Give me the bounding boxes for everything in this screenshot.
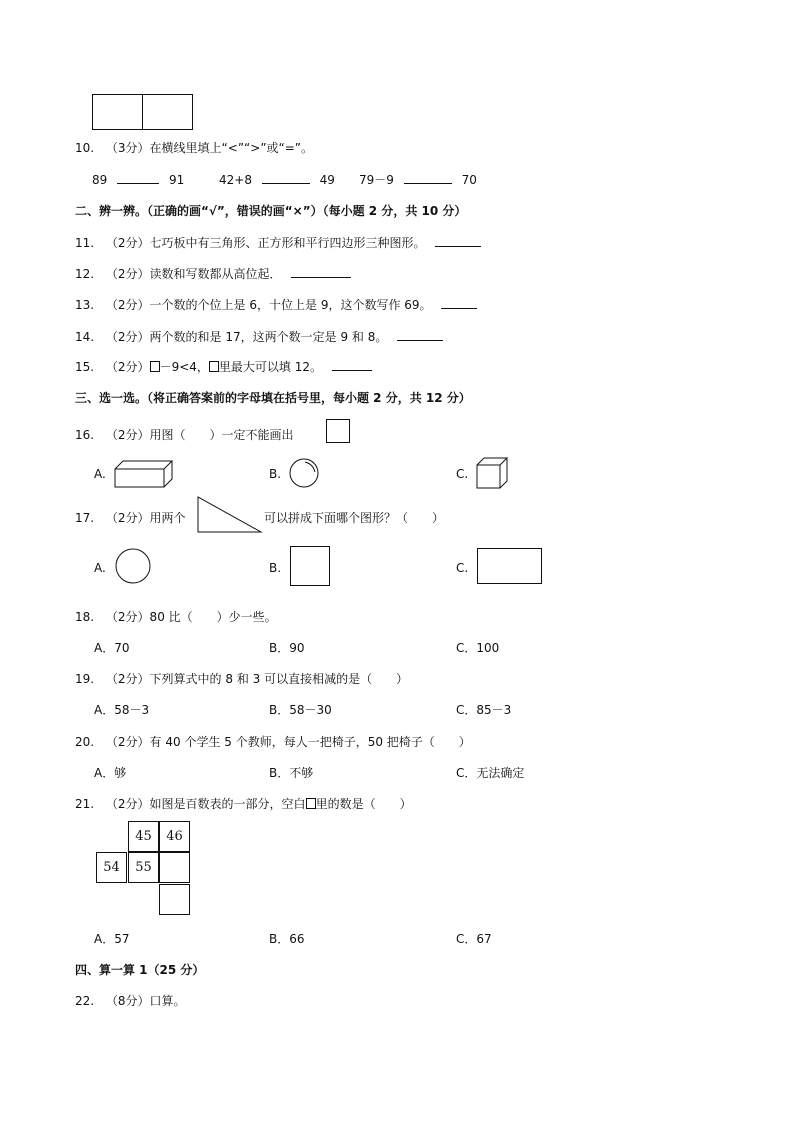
q16-option-c-label[interactable]: C. (456, 467, 469, 481)
q19-option-c[interactable]: C．85－3 (456, 703, 512, 717)
q10-items (359, 171, 477, 188)
empty-square-icon (209, 361, 219, 372)
q13-number: 13. (75, 298, 95, 312)
q12-answer-blank[interactable] (291, 265, 351, 278)
q22-line (75, 992, 186, 1009)
rectangle-icon (477, 548, 542, 584)
q14-answer-blank[interactable] (397, 328, 443, 341)
q10-blank[interactable] (404, 171, 452, 184)
circle-icon (115, 548, 153, 586)
empty-square-icon (150, 361, 160, 372)
q10-text: （3分）在横线里填上“<”“>”或“=”。 (105, 141, 314, 155)
q10-blank[interactable] (262, 171, 310, 184)
q10-item-left: 79－9 (359, 173, 394, 187)
q14-number: 14. (75, 330, 95, 344)
q10-item-right: 91 (168, 173, 185, 187)
hundred-chart-target-cell (159, 884, 190, 915)
q17-option-a-label[interactable]: A. (94, 561, 106, 575)
q17-text-pre: （2分）用两个 (105, 511, 186, 525)
q18-number: 18. (75, 610, 95, 624)
q17-option-b-label[interactable]: B. (269, 561, 282, 575)
q14-text: （2分）两个数的和是 17，这两个数一定是 9 和 8。 (105, 330, 388, 344)
q21-line (75, 795, 412, 812)
q21-option-c[interactable]: C．67 (456, 932, 492, 946)
q11-text: （2分）七巧板中有三角形、正方形和平行四边形三种图形。 (105, 236, 426, 250)
right-triangle-icon (197, 496, 263, 534)
q10-item-left: 42+8 (219, 173, 252, 187)
q10-items (92, 171, 184, 187)
q21-number: 21. (75, 797, 95, 811)
q21-text-pre: （2分）如图是百数表的一部分，空白 (105, 797, 306, 811)
q15-line (75, 358, 372, 375)
q22-number: 22. (75, 994, 95, 1008)
q10-item-right: 49 (319, 173, 335, 187)
q11-line (75, 234, 481, 251)
q16-line (75, 426, 294, 443)
answer-box-left (92, 94, 143, 130)
cuboid-icon (114, 459, 174, 489)
q12-number: 12. (75, 267, 95, 281)
q21-option-a[interactable]: A．57 (94, 932, 130, 946)
cube-icon (476, 457, 510, 491)
q18-text: （2分）80 比（ ）少一些。 (105, 610, 277, 624)
q20-option-c[interactable]: C．无法确定 (456, 766, 525, 780)
q11-number: 11. (75, 236, 95, 250)
hundred-chart-cell: 54 (96, 852, 127, 883)
q20-line (75, 733, 471, 750)
q20-option-a[interactable]: A．够 (94, 766, 127, 780)
q17-number: 17. (75, 511, 95, 525)
answer-box-right (142, 94, 193, 130)
q14-line (75, 328, 443, 345)
section-3-title: 三、选一选。（将正确答案前的字母填在括号里，每小题 2 分，共 12 分） (75, 391, 471, 405)
q18-option-a[interactable]: A．70 (94, 641, 130, 655)
square-figure-icon (326, 419, 350, 443)
q18-line (75, 608, 277, 625)
q18-option-c[interactable]: C．100 (456, 641, 500, 655)
hundred-chart-cell: 46 (159, 821, 190, 852)
q22-text: （8分）口算。 (105, 994, 186, 1008)
section-4-title: 四、算一算 1（25 分） (75, 963, 205, 977)
q16-option-b-label[interactable]: B. (269, 467, 282, 481)
q19-option-a[interactable]: A．58－3 (94, 703, 150, 717)
q20-option-b[interactable]: B．不够 (269, 766, 314, 780)
q10-line (75, 139, 313, 156)
q13-text: （2分）一个数的个位上是 6，十位上是 9，这个数写作 69。 (105, 298, 432, 312)
q12-line (75, 265, 351, 282)
q17-option-c-label[interactable]: C. (456, 561, 469, 575)
q15-text-pre: （2分） (105, 360, 150, 374)
q19-text: （2分）下列算式中的 8 和 3 可以直接相减的是（ ） (105, 672, 409, 686)
q17-line (75, 509, 186, 526)
sphere-icon (289, 458, 321, 490)
q19-option-b[interactable]: B．58－30 (269, 703, 332, 717)
q10-item-right: 70 (461, 173, 477, 187)
q15-number: 15. (75, 360, 95, 374)
q13-answer-blank[interactable] (441, 296, 477, 309)
q12-text: （2分）读数和写数都从高位起． (105, 267, 282, 281)
q15-text-mid: －9<4， (159, 360, 209, 374)
q19-number: 19. (75, 672, 95, 686)
q16-text: （2分）用图（ ）一定不能画出 (105, 428, 294, 442)
q16-option-a-label[interactable]: A. (94, 467, 106, 481)
q15-answer-blank[interactable] (332, 358, 372, 371)
q15-text-post: 里最大可以填 12。 (218, 360, 322, 374)
q10-blank[interactable] (117, 171, 159, 184)
q21-option-b[interactable]: B．66 (269, 932, 305, 946)
q16-number: 16. (75, 428, 95, 442)
q10-items (219, 171, 335, 187)
q19-line (75, 670, 408, 687)
q13-line (75, 296, 477, 313)
q20-text: （2分）有 40 个学生 5 个教师，每人一把椅子，50 把椅子（ ） (105, 735, 471, 749)
q21-text-post: 里的数是（ ） (315, 797, 412, 811)
hundred-chart-cell: 55 (128, 852, 159, 883)
empty-square-icon (306, 798, 316, 809)
q10-number: 10. (75, 141, 95, 155)
square-icon (290, 546, 330, 586)
hundred-chart-blank-cell (159, 852, 190, 883)
hundred-chart-cell: 45 (128, 821, 159, 852)
q17-text-post: 可以拼成下面哪个图形？（ ） (264, 511, 445, 525)
q10-item-left: 89 (92, 173, 108, 187)
q11-answer-blank[interactable] (435, 234, 481, 247)
q20-number: 20. (75, 735, 95, 749)
section-2-title: 二、辨一辨。（正确的画“√”，错误的画“×”）（每小题 2 分，共 10 分） (75, 204, 467, 218)
q18-option-b[interactable]: B．90 (269, 641, 305, 655)
